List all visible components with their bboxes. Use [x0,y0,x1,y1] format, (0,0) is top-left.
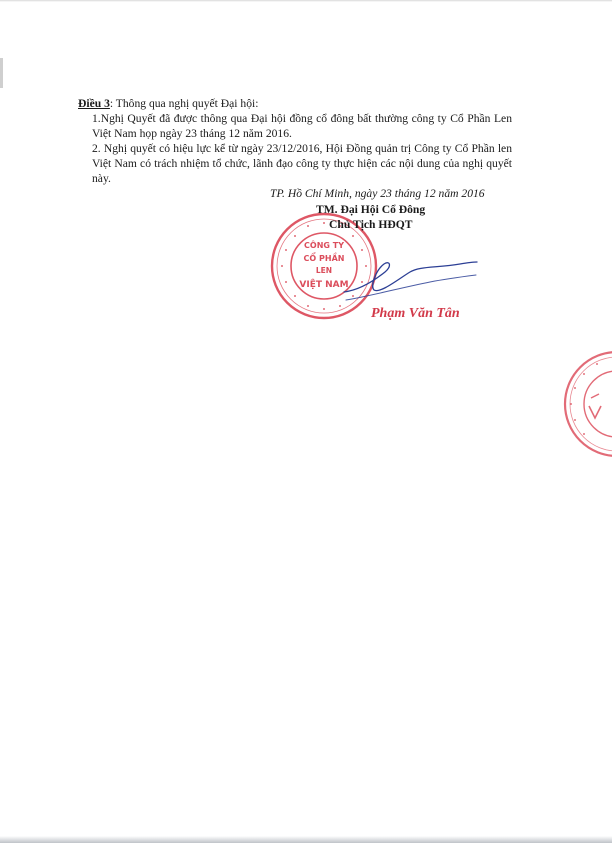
paragraph-1: 1.Nghị Quyết đã được thông qua Đại hội đồng cổ đông bất thường công ty Cổ Phần Len Việt Nam họp ngày 23 tháng 12 năm 2016. [92,112,512,140]
article-body [78,96,512,186]
signer-on-behalf: TM. Đại Hội Cổ Đông [316,203,426,216]
svg-text:CỔ PHẦN: CỔ PHẦN [303,254,345,263]
signer-role: Chủ Tịch HĐQT [329,218,413,231]
scan-left-mark [0,58,3,88]
scan-top-edge [0,0,612,2]
handwritten-signature [340,250,480,310]
scan-bottom-edge [0,836,612,843]
svg-text:LEN: LEN [315,266,333,275]
svg-text:VIỆT NAM: VIỆT NAM [299,280,349,290]
partial-seal-stamp [555,348,612,460]
date-place-line: TP. Hồ Chí Minh, ngày 23 tháng 12 năm 2016 [270,187,485,200]
article-label: Điều 3 [78,97,110,110]
paragraph-2: 2. Nghị quyết có hiệu lực kể từ ngày 23/12/2016, Hội Đồng quản trị Công ty Cổ Phần len Việt Nam có trách nhiệm tổ chức, lãnh đạo công ty thực hiện các nội dung của nghị quyết này. [92,142,512,185]
svg-text:CÔNG TY: CÔNG TY [304,241,344,250]
article-heading [78,96,512,111]
signer-name: Phạm Văn Tân [371,306,460,321]
article-title: : Thông qua nghị quyết Đại hội: [109,97,259,110]
